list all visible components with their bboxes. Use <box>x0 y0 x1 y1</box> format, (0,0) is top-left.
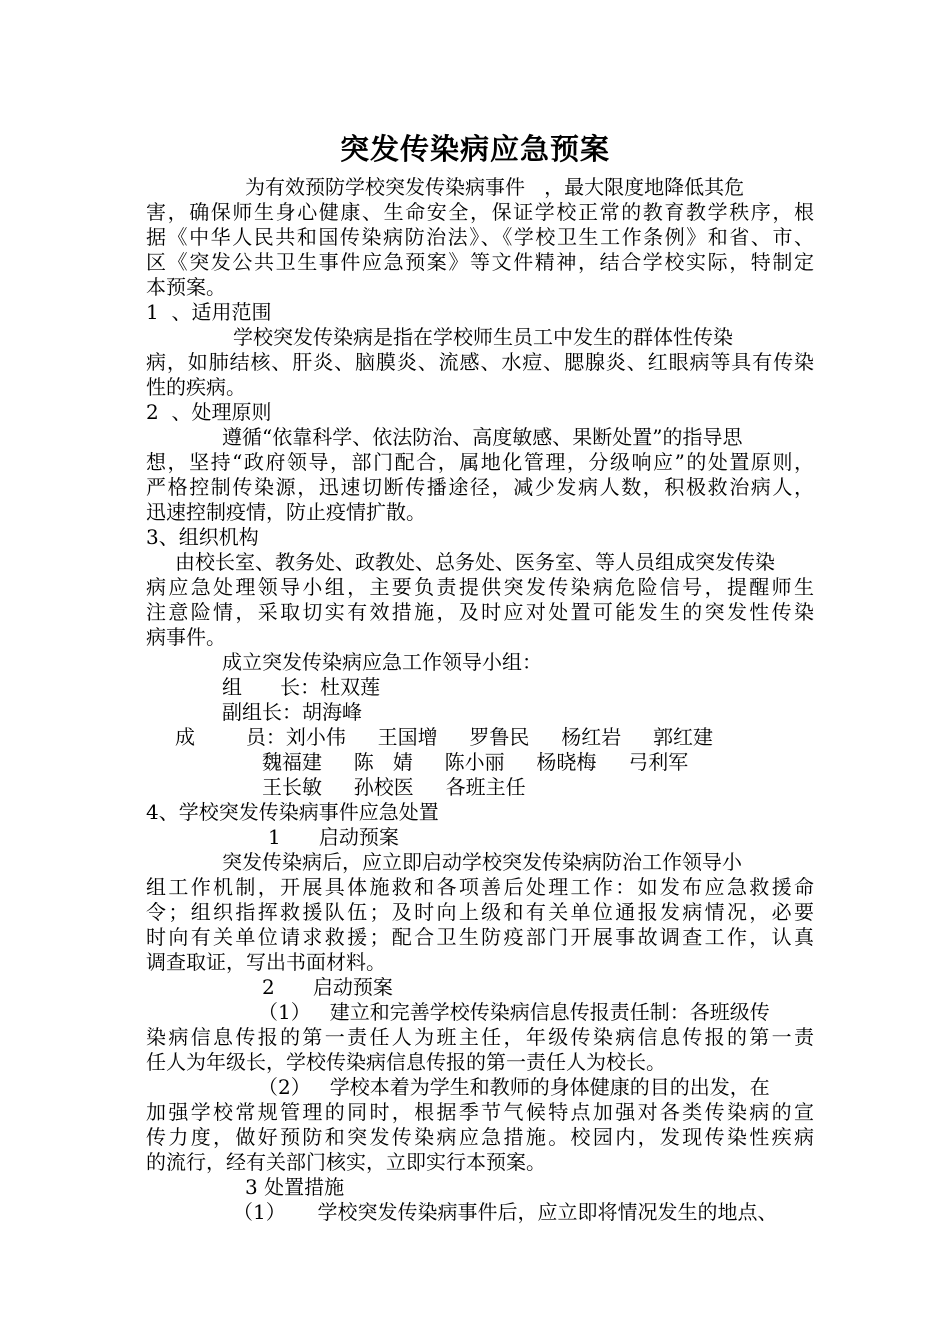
text-line-8: 病，如肺结核、肝炎、脑膜炎、流感、水痘、腮腺炎、红眼病等具有传染 <box>146 350 814 374</box>
text-line-10: 2 、处理原则 <box>146 400 272 424</box>
text-line-41: 3 处置措施 <box>245 1175 345 1199</box>
text-line-34: （1） 建立和完善学校传染病信息传报责任制：各班级传 <box>258 1000 770 1024</box>
text-line-1: 为有效预防学校突发传染病事件 ，最大限度地降低其危 <box>245 175 745 199</box>
text-line-42: （1） 学校突发传染病事件后，应立即将情况发生的地点、 <box>233 1200 778 1224</box>
text-line-5: 本预案。 <box>146 275 226 299</box>
text-line-31: 时向有关单位请求救援；配合卫生防疫部门开展事故调查工作，认真 <box>146 925 814 949</box>
text-line-18: 注意险情，采取切实有效措施，及时应对处置可能发生的突发性传染 <box>146 600 814 624</box>
text-line-28: 突发传染病后，应立即启动学校突发传染病防治工作领导小 <box>222 850 742 874</box>
text-line-26: 4、学校突发传染病事件应急处置 <box>146 800 439 824</box>
text-line-15: 3、组织机构 <box>146 525 259 549</box>
text-line-21: 组 长：杜双莲 <box>222 675 381 699</box>
text-line-20: 成立突发传染病应急工作领导小组： <box>222 650 542 674</box>
document-title: 突发传染病应急预案 <box>339 132 610 166</box>
text-line-39: 传力度，做好预防和突发传染病应急措施。校园内，发现传染性疾病 <box>146 1125 814 1149</box>
text-line-36: 任人为年级长，学校传染病信息传报的第一责任人为校长。 <box>146 1050 666 1074</box>
text-line-30: 令；组织指挥救援队伍；及时向上级和有关单位通报发病情况，必要 <box>146 900 814 924</box>
text-line-37: （2） 学校本着为学生和教师的身体健康的目的出发，在 <box>258 1075 770 1099</box>
text-line-32: 调查取证，写出书面材料。 <box>146 950 386 974</box>
text-line-25: 王长敏 孙校医 各班主任 <box>262 775 526 799</box>
text-line-17: 病应急处理领导小组，主要负责提供突发传染病危险信号，提醒师生 <box>146 575 814 599</box>
text-line-2: 害，确保师生身心健康、生命安全，保证学校正常的教育教学秩序，根 <box>146 200 814 224</box>
text-line-3: 据《中华人民共和国传染病防治法》、《学校卫生工作条例》和省、市、 <box>146 225 814 249</box>
text-line-38: 加强学校常规管理的同时，根据季节气候特点加强对各类传染病的宣 <box>146 1100 814 1124</box>
text-line-40: 的流行，经有关部门核实，立即实行本预案。 <box>146 1150 546 1174</box>
text-line-23: 成 员：刘小伟 王国增 罗鲁民 杨红岩 郭红建 <box>175 725 714 749</box>
text-line-33: 2 启动预案 <box>262 975 393 999</box>
text-line-11: 遵循“依靠科学、依法防治、高度敏感、果断处置”的指导思 <box>222 425 743 449</box>
text-line-22: 副组长：胡海峰 <box>222 700 362 724</box>
text-line-16: 由校长室、教务处、政教处、总务处、医务室、等人员组成突发传染 <box>175 550 775 574</box>
text-line-35: 染病信息传报的第一责任人为班主任，年级传染病信息传报的第一责 <box>146 1025 814 1049</box>
text-line-14: 迅速控制疫情，防止疫情扩散。 <box>146 500 426 524</box>
text-line-9: 性的疾病。 <box>146 375 246 399</box>
text-line-7: 学校突发传染病是指在学校师生员工中发生的群体性传染 <box>233 325 733 349</box>
text-line-24: 魏福建 陈 婧 陈小丽 杨晓梅 弓利军 <box>262 750 689 774</box>
text-line-6: 1 、适用范围 <box>146 300 272 324</box>
text-line-27: 1 启动预案 <box>268 825 399 849</box>
text-line-13: 严格控制传染源，迅速切断传播途径，减少发病人数，积极救治病人， <box>146 475 814 499</box>
text-line-29: 组工作机制，开展具体施救和各项善后处理工作：如发布应急救援命 <box>146 875 814 899</box>
text-line-12: 想，坚持“政府领导，部门配合，属地化管理，分级响应”的处置原则， <box>146 450 814 474</box>
text-line-4: 区《突发公共卫生事件应急预案》等文件精神，结合学校实际，特制定 <box>146 250 814 274</box>
text-line-19: 病事件。 <box>146 625 226 649</box>
